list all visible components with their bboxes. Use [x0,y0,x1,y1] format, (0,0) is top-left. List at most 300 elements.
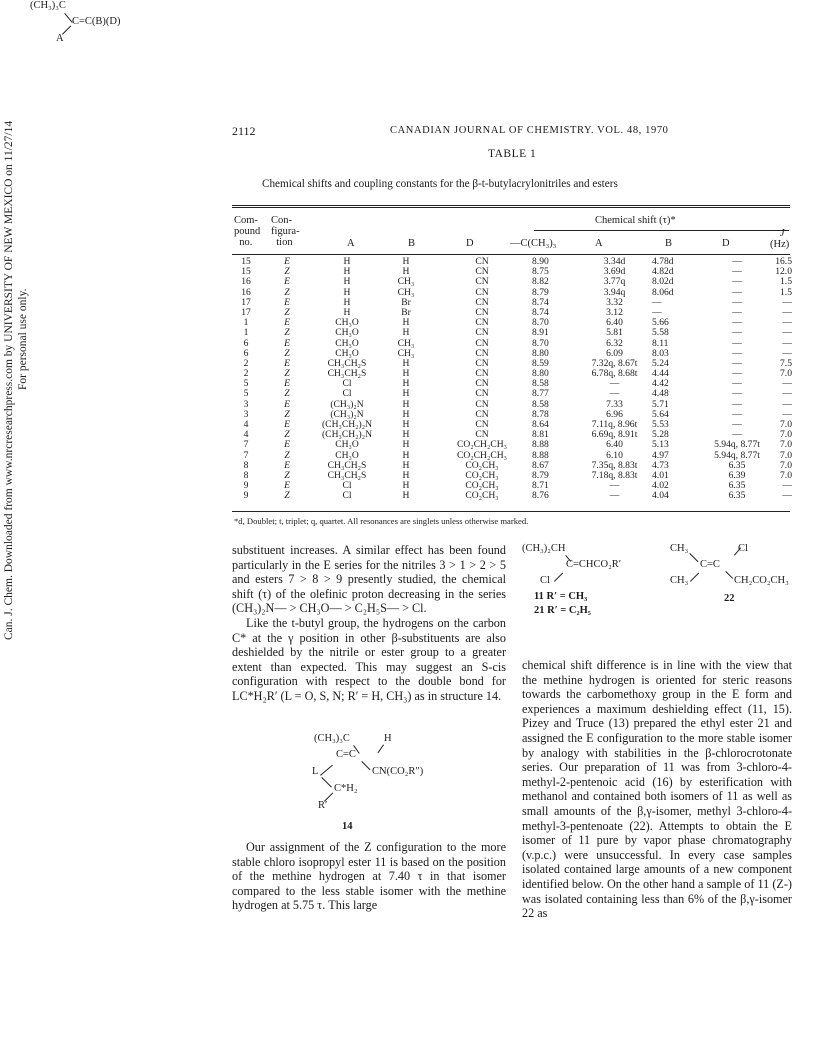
header-b: B [408,238,416,249]
table-row [232,277,792,287]
cell-sd: 6.39 [728,469,746,481]
cell-sa: 6.69q, 8.91t [591,429,638,441]
cell-sb: 8.06d [652,286,674,298]
cell-tbu: 8.91 [532,327,549,339]
left-paragraph-2: Like the t-butyl group, the hydrogens on the carbon C* at the γ position in other β-substituents are also deshielded by the nitrile or ester group to a greater extent than expected. This may suggest an S-cis configuration with respect to the double bond for LC*H₂R′ (L = O, S, N; R′ = H, CH₃) as in structure 14. [232,615,506,703]
cell-sd: — [732,378,742,390]
cell-sb: 4.42 [652,378,669,390]
cell-tbu: 8.64 [532,419,549,430]
cell-sd: — [732,306,742,318]
cell-sb: 4.44 [652,368,669,380]
table-header-rule [232,254,790,255]
cell-a: Cl [342,388,352,400]
cell-j: 7.0 [780,368,792,380]
cell-no: 9 [243,490,249,502]
cell-b: H [402,388,410,400]
cell-b: H [402,327,410,339]
cell-sb: 8.03 [652,347,669,359]
cell-b: H [402,459,410,471]
s14-label: 14 [342,821,353,832]
table-row [232,339,792,349]
table-row [232,389,792,399]
cell-a: Cl [342,378,352,390]
cell-sd: 6.35 [728,459,746,471]
cell-conf: E [284,419,290,430]
cell-sb: 4.97 [652,449,669,461]
cell-sa: 3.94q [603,286,626,298]
header-tbu: —C(CH₃)₃ [510,238,557,249]
cell-sa: 6.32 [606,337,623,349]
cell-tbu: 8.74 [532,306,549,318]
cell-conf: E [284,276,290,288]
cell-b: CH₃ [397,276,415,288]
cell-d: CO₂CH₃ [465,469,499,481]
cell-b: H [402,419,410,430]
cell-a: CH₃O [335,337,359,349]
download-watermark [2,120,38,640]
cell-sb: 4.78d [652,256,674,267]
cell-tbu: 8.77 [532,388,549,400]
s22-cc: C=C [700,559,720,570]
cell-sb: 5.58 [652,327,669,339]
cell-no: 17 [241,296,251,308]
cell-sd: 6.35 [728,490,746,502]
cell-j: 7.0 [780,459,792,471]
cell-no: 4 [243,429,249,441]
s14-r: R′ [318,800,328,811]
cell-j: 7.0 [780,449,792,461]
cell-sa: 7.32q, 8.67t [591,357,638,369]
cell-sd: — [732,429,742,441]
cell-j: — [782,317,792,329]
cell-d: CN [475,429,489,441]
structure-22 [660,543,800,613]
cell-conf: Z [284,449,290,461]
cell-j: — [782,388,792,400]
cell-conf: E [284,357,290,369]
cell-conf: Z [284,368,290,380]
cell-sb: — [652,306,662,318]
cell-b: H [402,449,410,461]
cell-b: H [402,439,410,451]
cell-tbu: 8.80 [532,368,549,380]
left-paragraph-3: Our assignment of the Z configuration to the more stable chloro isopropyl ester 11 is based on the position of the methine hydrogen at 7.40 τ in that isomer compared to the less stable isomer with the methine hydrogen at 5.75 τ. This large [232,840,506,913]
structure-14 [300,733,460,833]
table-caption: Chemical shifts and coupling constants for the β-t-butylacrylonitriles and esters [262,178,618,190]
cell-sb: 4.48 [652,388,669,400]
cell-d: CN [475,408,489,420]
cell-d: CO₂CH₃ [465,490,499,502]
cell-sb: 5.53 [652,419,669,430]
cell-d: CN [475,296,489,308]
cell-tbu: 8.70 [532,317,549,329]
cell-tbu: 8.80 [532,347,549,359]
cell-sa: 6.10 [606,449,623,461]
cell-sd: — [732,256,742,267]
cell-a: CH₃O [335,317,359,329]
bond-line [361,761,370,770]
cell-sa: 6.40 [606,439,623,451]
struct-a: A [56,33,64,44]
cell-tbu: 8.75 [532,266,549,278]
cell-no: 16 [241,276,251,288]
cell-sa: 3.77q [603,276,626,288]
cell-sd: 6.35 [728,480,746,492]
cell-no: 15 [241,266,251,278]
header-a: A [347,238,355,249]
cell-conf: Z [284,286,290,298]
cell-sb: 4.04 [652,490,669,502]
cell-tbu: 8.88 [532,439,549,451]
cell-no: 2 [243,368,249,380]
s11-cc: C=CHCO₂R′ [566,559,622,570]
cell-sb: 5.66 [652,317,669,329]
cell-sa: 7.35q, 8.83t [591,459,638,471]
bond-line [690,573,699,582]
cell-sa: 7.33 [606,398,623,410]
cell-sa: 3.32 [606,296,623,308]
cell-a: H [343,306,351,318]
cell-sb: 4.82d [652,266,674,278]
s11-ipr: (CH₃)₂CH [522,543,566,554]
cell-no: 16 [241,286,251,298]
cell-sd: — [732,276,742,288]
bond-line [62,26,71,35]
cell-sd: — [732,408,742,420]
cell-j: 1.5 [780,286,792,298]
cell-sb: — [652,296,662,308]
s14-cc: C=C [336,749,356,760]
cell-j: — [782,490,792,502]
cell-tbu: 8.88 [532,449,549,461]
cell-sd: — [732,357,742,369]
table-label: TABLE 1 [488,148,537,160]
page-number: 2112 [232,124,256,138]
cell-conf: Z [284,306,290,318]
cell-b: H [402,256,410,267]
cell-b: Br [401,296,411,308]
cell-sd: — [732,317,742,329]
cell-tbu: 8.74 [532,296,549,308]
cell-b: H [402,266,410,278]
cell-tbu: 8.58 [532,378,549,390]
cell-sd: — [732,398,742,410]
cell-conf: Z [284,327,290,339]
cell-j: 16.5 [775,256,792,267]
table-row [232,298,792,308]
cell-a: H [343,266,351,278]
cell-d: CN [475,419,489,430]
struct-tbu: (CH₃)₃C [30,0,66,11]
running-head: CANADIAN JOURNAL OF CHEMISTRY. VOL. 48, 1970 [390,125,669,136]
table-row [232,257,792,267]
cell-j: 7.0 [780,429,792,441]
cell-sb: 5.28 [652,429,669,441]
header-shift-group: Chemical shift (τ)* [595,215,676,226]
table-row [232,471,792,481]
cell-b: Br [401,306,411,318]
cell-sa: — [609,388,620,400]
s11-label: 11 R′ = CH₃ [534,591,588,602]
cell-tbu: 8.67 [532,459,549,471]
cell-conf: Z [284,490,290,502]
header-d: D [466,238,474,249]
cell-sb: 4.02 [652,480,669,492]
cell-tbu: 8.81 [532,429,549,441]
header-compound-1: Com- [234,215,258,226]
header-j-unit: (Hz) [770,239,790,250]
left-column-lower [232,840,506,913]
cell-conf: E [284,439,290,451]
cell-a: CH₃O [335,439,359,451]
cell-a: CH₃CH₂S [327,469,367,481]
cell-b: H [402,429,410,441]
cell-sb: 5.24 [652,357,669,369]
cell-a: (CH₃CH₂)₂N [321,429,372,441]
cell-d: CN [475,286,489,298]
cell-d: CN [475,368,489,380]
cell-no: 3 [243,398,249,410]
cell-no: 8 [243,469,249,481]
cell-d: CN [475,388,489,400]
s22-ch3a: CH₃ [670,543,689,554]
cell-sd: — [732,266,742,278]
cell-j: 7.0 [780,419,792,430]
cell-sa: 3.69d [603,266,626,278]
cell-sa: 3.12 [606,306,623,318]
cell-tbu: 8.79 [532,286,549,298]
cell-d: CN [475,378,489,390]
cell-d: CO₂CH₂CH₃ [456,439,508,451]
header-j-symbol: J [774,228,785,239]
table-row [232,328,792,338]
cell-b: H [402,490,410,502]
cell-no: 7 [243,449,249,461]
cell-sd: — [732,296,742,308]
cell-conf: Z [284,347,290,359]
table-footnote: *d, Doublet; t, triplet; q, quartet. All resonances are singlets unless otherwise marked. [234,516,529,526]
cell-j: — [782,347,792,359]
s22-ch3b: CH₃ [670,575,689,586]
table-bottom-rule [232,511,790,512]
header-config-1: Con- [271,215,292,226]
right-paragraph-1: chemical shift difference is in line with the view that the methine hydrogen is oriented for steric reasons towards the carbomethoxy group in the E form and experiences a maximum deshielding effect (11, 15). Pizey and Truce (13) prepared the ethyl ester 21 and assigned the E configuration to the more stable isomer by analogy with stabilities in the β-chlorocrotonate series. Our preparation of 11 was from 3-chloro-4-methyl-2-pentenoic acid (16) by esterification with methanol and contained both isomers of 11 as well as small amounts of the β,γ-isomer, methyl 3-chloro-4-methyl-3-pentenoate (22). Attempts to obtain the E isomer of 11 pure by vapor phase chromatography (v.p.c.) were unsuccessful. In every case samples isolated contained large amounts of a new component identified below. On the other hand a sample of 11 (Z-) was isolated containing less than 6% of the β,γ-isomer 22 as [522,658,792,921]
cell-conf: E [284,398,290,410]
cell-tbu: 8.78 [532,408,549,420]
cell-tbu: 8.59 [532,357,549,369]
cell-tbu: 8.90 [532,256,549,267]
header-shift-a: A [595,238,603,249]
cell-a: CH₃O [335,449,359,461]
cell-a: CH₃O [335,327,359,339]
cell-sa: 7.11q, 8.96t [591,419,638,430]
cell-sd: — [732,388,742,400]
bond-line [324,793,333,802]
header-configuration [271,215,300,248]
table-row [232,461,792,471]
bond-line [554,573,563,582]
cell-sd: 5.94q, 8.77t [714,449,760,461]
cell-j: 7.0 [780,439,792,451]
s14-cn: CN(CO₂R″) [372,766,424,777]
bond-line [689,553,698,562]
s22-cl: Cl [738,543,748,554]
cell-b: H [402,480,410,492]
table-row [232,481,792,491]
shift-group-rule [534,230,789,231]
s21-label: 21 R′ = C₂H₅ [534,605,591,616]
cell-d: CN [475,327,489,339]
cell-a: (CH₃)₂N [330,408,364,420]
cell-j: — [782,296,792,308]
cell-b: H [402,398,410,410]
table-row [232,451,792,461]
cell-b: H [402,317,410,329]
cell-a: H [343,296,351,308]
cell-sd: — [732,368,742,380]
table-row [232,318,792,328]
cell-no: 6 [243,337,249,349]
table-row [232,359,792,369]
cell-a: CH₃CH₂S [327,368,367,380]
table-top-rule [232,205,790,206]
left-column [232,543,506,704]
cell-tbu: 8.71 [532,480,549,492]
cell-d: CN [475,256,489,267]
cell-no: 9 [243,480,249,492]
cell-a: (CH₃CH₂)₂N [321,419,372,430]
s14-ch2: C*H₂ [334,783,358,794]
cell-sa: 3.34d [603,256,626,267]
cell-conf: Z [284,429,290,441]
cell-no: 15 [241,256,251,267]
cell-a: Cl [342,490,352,502]
cell-sb: 5.64 [652,408,669,420]
cell-sa: 7.18q, 8.83t [591,469,638,481]
cell-sa: 6.40 [606,317,623,329]
cell-tbu: 8.58 [532,398,549,410]
cell-conf: Z [284,408,290,420]
caption-structure [0,0,140,50]
cell-no: 7 [243,439,249,451]
cell-tbu: 8.76 [532,490,549,502]
cell-j: 7.5 [780,357,792,369]
s22-ch2: CH₂CO₂CH₃ [734,575,789,586]
cell-j: — [782,408,792,420]
cell-no: 3 [243,408,249,420]
s11-cl: Cl [540,575,550,586]
cell-j: — [782,337,792,349]
cell-no: 5 [243,378,249,390]
cell-sa: 6.96 [606,408,623,420]
cell-j: — [782,378,792,390]
cell-d: CN [475,347,489,359]
s14-h: H [384,733,392,744]
cell-d: CN [475,266,489,278]
cell-a: H [343,256,351,267]
cell-b: H [402,408,410,420]
cell-sb: 4.01 [652,469,669,481]
cell-d: CO₂CH₂CH₃ [456,449,508,461]
cell-sa: 6.09 [606,347,623,359]
cell-j: 12.0 [775,266,792,278]
cell-j: — [782,480,792,492]
cell-sa: — [609,378,620,390]
cell-d: CN [475,398,489,410]
cell-sd: — [732,286,742,298]
table-top-rule-2 [232,207,790,208]
cell-b: H [402,469,410,481]
cell-no: 6 [243,347,249,359]
cell-no: 17 [241,306,251,318]
cell-conf: E [284,337,290,349]
bond-line [320,765,333,776]
cell-no: 1 [243,327,249,339]
cell-conf: E [284,378,290,390]
cell-sb: 8.11 [652,337,669,349]
cell-sd: — [732,347,742,359]
table-row [232,349,792,359]
cell-a: CH₃CH₂S [327,459,367,471]
table-row [232,491,792,501]
bond-line [321,777,332,788]
header-config-3: tion [271,237,293,248]
cell-no: 8 [243,459,249,471]
table-row [232,430,792,440]
cell-b: CH₃ [397,286,415,298]
cell-j: — [782,306,792,318]
cell-b: H [402,357,410,369]
structure-11-21 [522,543,662,616]
cell-a: CH₃CH₂S [327,357,367,369]
header-compound [234,215,260,248]
cell-d: CN [475,306,489,318]
cell-b: H [402,368,410,380]
table-row [232,288,792,298]
watermark-line-1: Can. J. Chem. Downloaded from www.nrcresearchpress.com by UNIVERSITY OF NEW MEXICO on 11/27/14 [3,120,15,640]
cell-no: 1 [243,317,249,329]
cell-conf: Z [284,266,290,278]
header-compound-3: no. [234,237,253,248]
cell-sa: — [609,490,620,502]
table-body [232,257,792,502]
cell-a: H [343,286,351,298]
bond-line [377,744,384,753]
cell-no: 5 [243,388,249,400]
right-column [522,658,792,921]
cell-tbu: 8.70 [532,337,549,349]
cell-d: CN [475,276,489,288]
cell-a: Cl [342,480,352,492]
bond-line [725,571,733,579]
header-shift-d: D [722,238,730,249]
cell-j: 7.0 [780,469,792,481]
cell-no: 2 [243,357,249,369]
cell-sd: — [732,327,742,339]
header-compound-2: pound [234,226,261,237]
cell-conf: Z [284,388,290,400]
cell-d: CO₂CH₃ [465,459,499,471]
cell-sb: 5.13 [652,439,669,451]
cell-b: H [402,378,410,390]
left-paragraph-1: substituent increases. A similar effect has been found particularly in the E series for the nitriles 3 > 1 > 2 > 5 and esters 7 > 8 > 9 presently studied, the chemical shift (τ) of the olefinic proton decreasing in the series (CH₃)₂N— > CH₃O— > C₂H₅S— > Cl. [232,543,506,616]
cell-a: H [343,276,351,288]
cell-j: 1.5 [780,276,792,288]
cell-sd: 5.94q, 8.77t [714,439,760,451]
cell-sb: 4.73 [652,459,669,471]
struct-cd: C=C(B)(D) [72,16,121,27]
cell-d: CN [475,317,489,329]
